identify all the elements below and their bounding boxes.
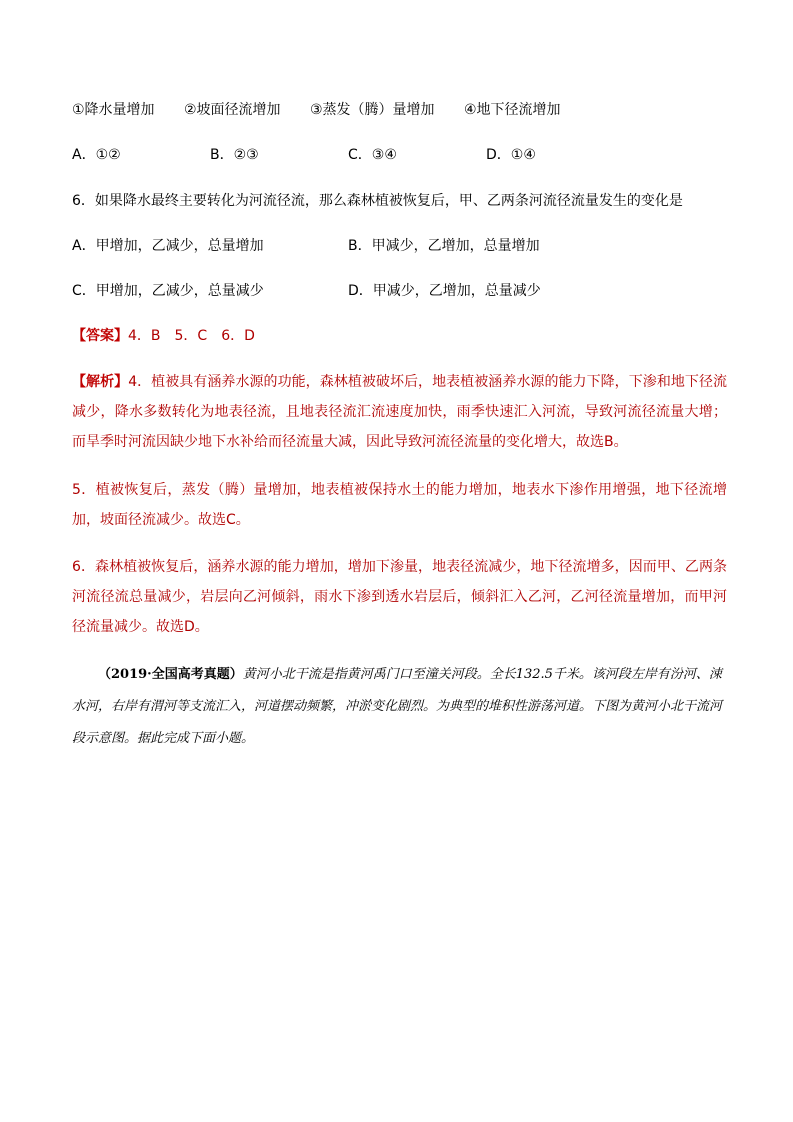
q6-option-b: B．甲减少，乙增加，总量增加 xyxy=(348,238,540,254)
q5-option-a: A．①② xyxy=(72,147,121,163)
q5-option-c: C．③④ xyxy=(348,147,397,163)
question-intro xyxy=(72,659,727,755)
question-intro-text: 黄河小北干流是指黄河禹门口至潼关河段。全长132.5千米。该河段左岸有汾河、涑水河，右岸有渭河等支流汇入，河道摆动频繁，冲淤变化剧烈。为典型的堆积性游荡河道。下图为黄河小北干流河段示意图。据此完成下面小题。 xyxy=(72,667,723,746)
q6-stem: 6．如果降水最终主要转化为河流径流，那么森林植被恢复后，甲、乙两条河流径流量发生的变化是 xyxy=(72,193,683,209)
q6-options-row-2 xyxy=(72,281,732,301)
analysis-p5-block xyxy=(72,475,727,535)
q6-option-a: A．甲增加，乙减少，总量增加 xyxy=(72,238,264,254)
q6-option-c: C．甲增加，乙减少，总量减少 xyxy=(72,283,264,299)
analysis-tag: 【解析】 xyxy=(72,374,129,390)
q6-option-d: D．甲减少，乙增加，总量减少 xyxy=(348,283,541,299)
analysis-p5: 5．植被恢复后，蒸发（腾）量增加，地表植被保持水土的能力增加，地表水下渗作用增强，地下径流增加，坡面径流减少。故选C。 xyxy=(72,482,727,528)
analysis-p6: 6．森林植被恢复后，涵养水源的能力增加，增加下渗量，地表径流减少，地下径流增多，因而甲、乙两条河流径流总量减少，岩层向乙河倾斜，雨水下渗到透水岩层后，倾斜汇入乙河，乙河径流量增加，而甲河径流量减少。故选D。 xyxy=(72,559,727,635)
q5-option-b: B．②③ xyxy=(210,147,259,163)
q5-item-1: ①降水量增加 xyxy=(72,102,155,118)
q5-item-3: ③蒸发（腾）量增加 xyxy=(310,102,435,118)
analysis-block xyxy=(72,367,727,457)
q5-items-row xyxy=(72,100,732,120)
q6-options-row-1 xyxy=(72,236,732,256)
answer-line xyxy=(72,326,255,346)
q5-item-2: ②坡面径流增加 xyxy=(184,102,281,118)
answer-text: 4．B 5．C 6．D xyxy=(128,328,255,344)
q5-options-row xyxy=(72,145,732,165)
q5-item-4: ④地下径流增加 xyxy=(464,102,561,118)
analysis-p6-block xyxy=(72,552,727,642)
analysis-p4 xyxy=(72,367,727,457)
q5-option-d: D．①④ xyxy=(486,147,536,163)
analysis-p4-text: 4．植被具有涵养水源的功能，森林植被破坏后，地表植被涵养水源的能力下降，下渗和地下径流减少，降水多数转化为地表径流，且地表径流汇流速度加快，雨季快速汇入河流，导致河流径流量大增；而旱季时河流因缺少地下水补给而径流量大减，因此导致河流径流量的变化增大，故选B。 xyxy=(72,374,728,450)
question-source: （2019·全国高考真题） xyxy=(98,667,243,682)
answer-tag: 【答案】 xyxy=(72,328,128,344)
